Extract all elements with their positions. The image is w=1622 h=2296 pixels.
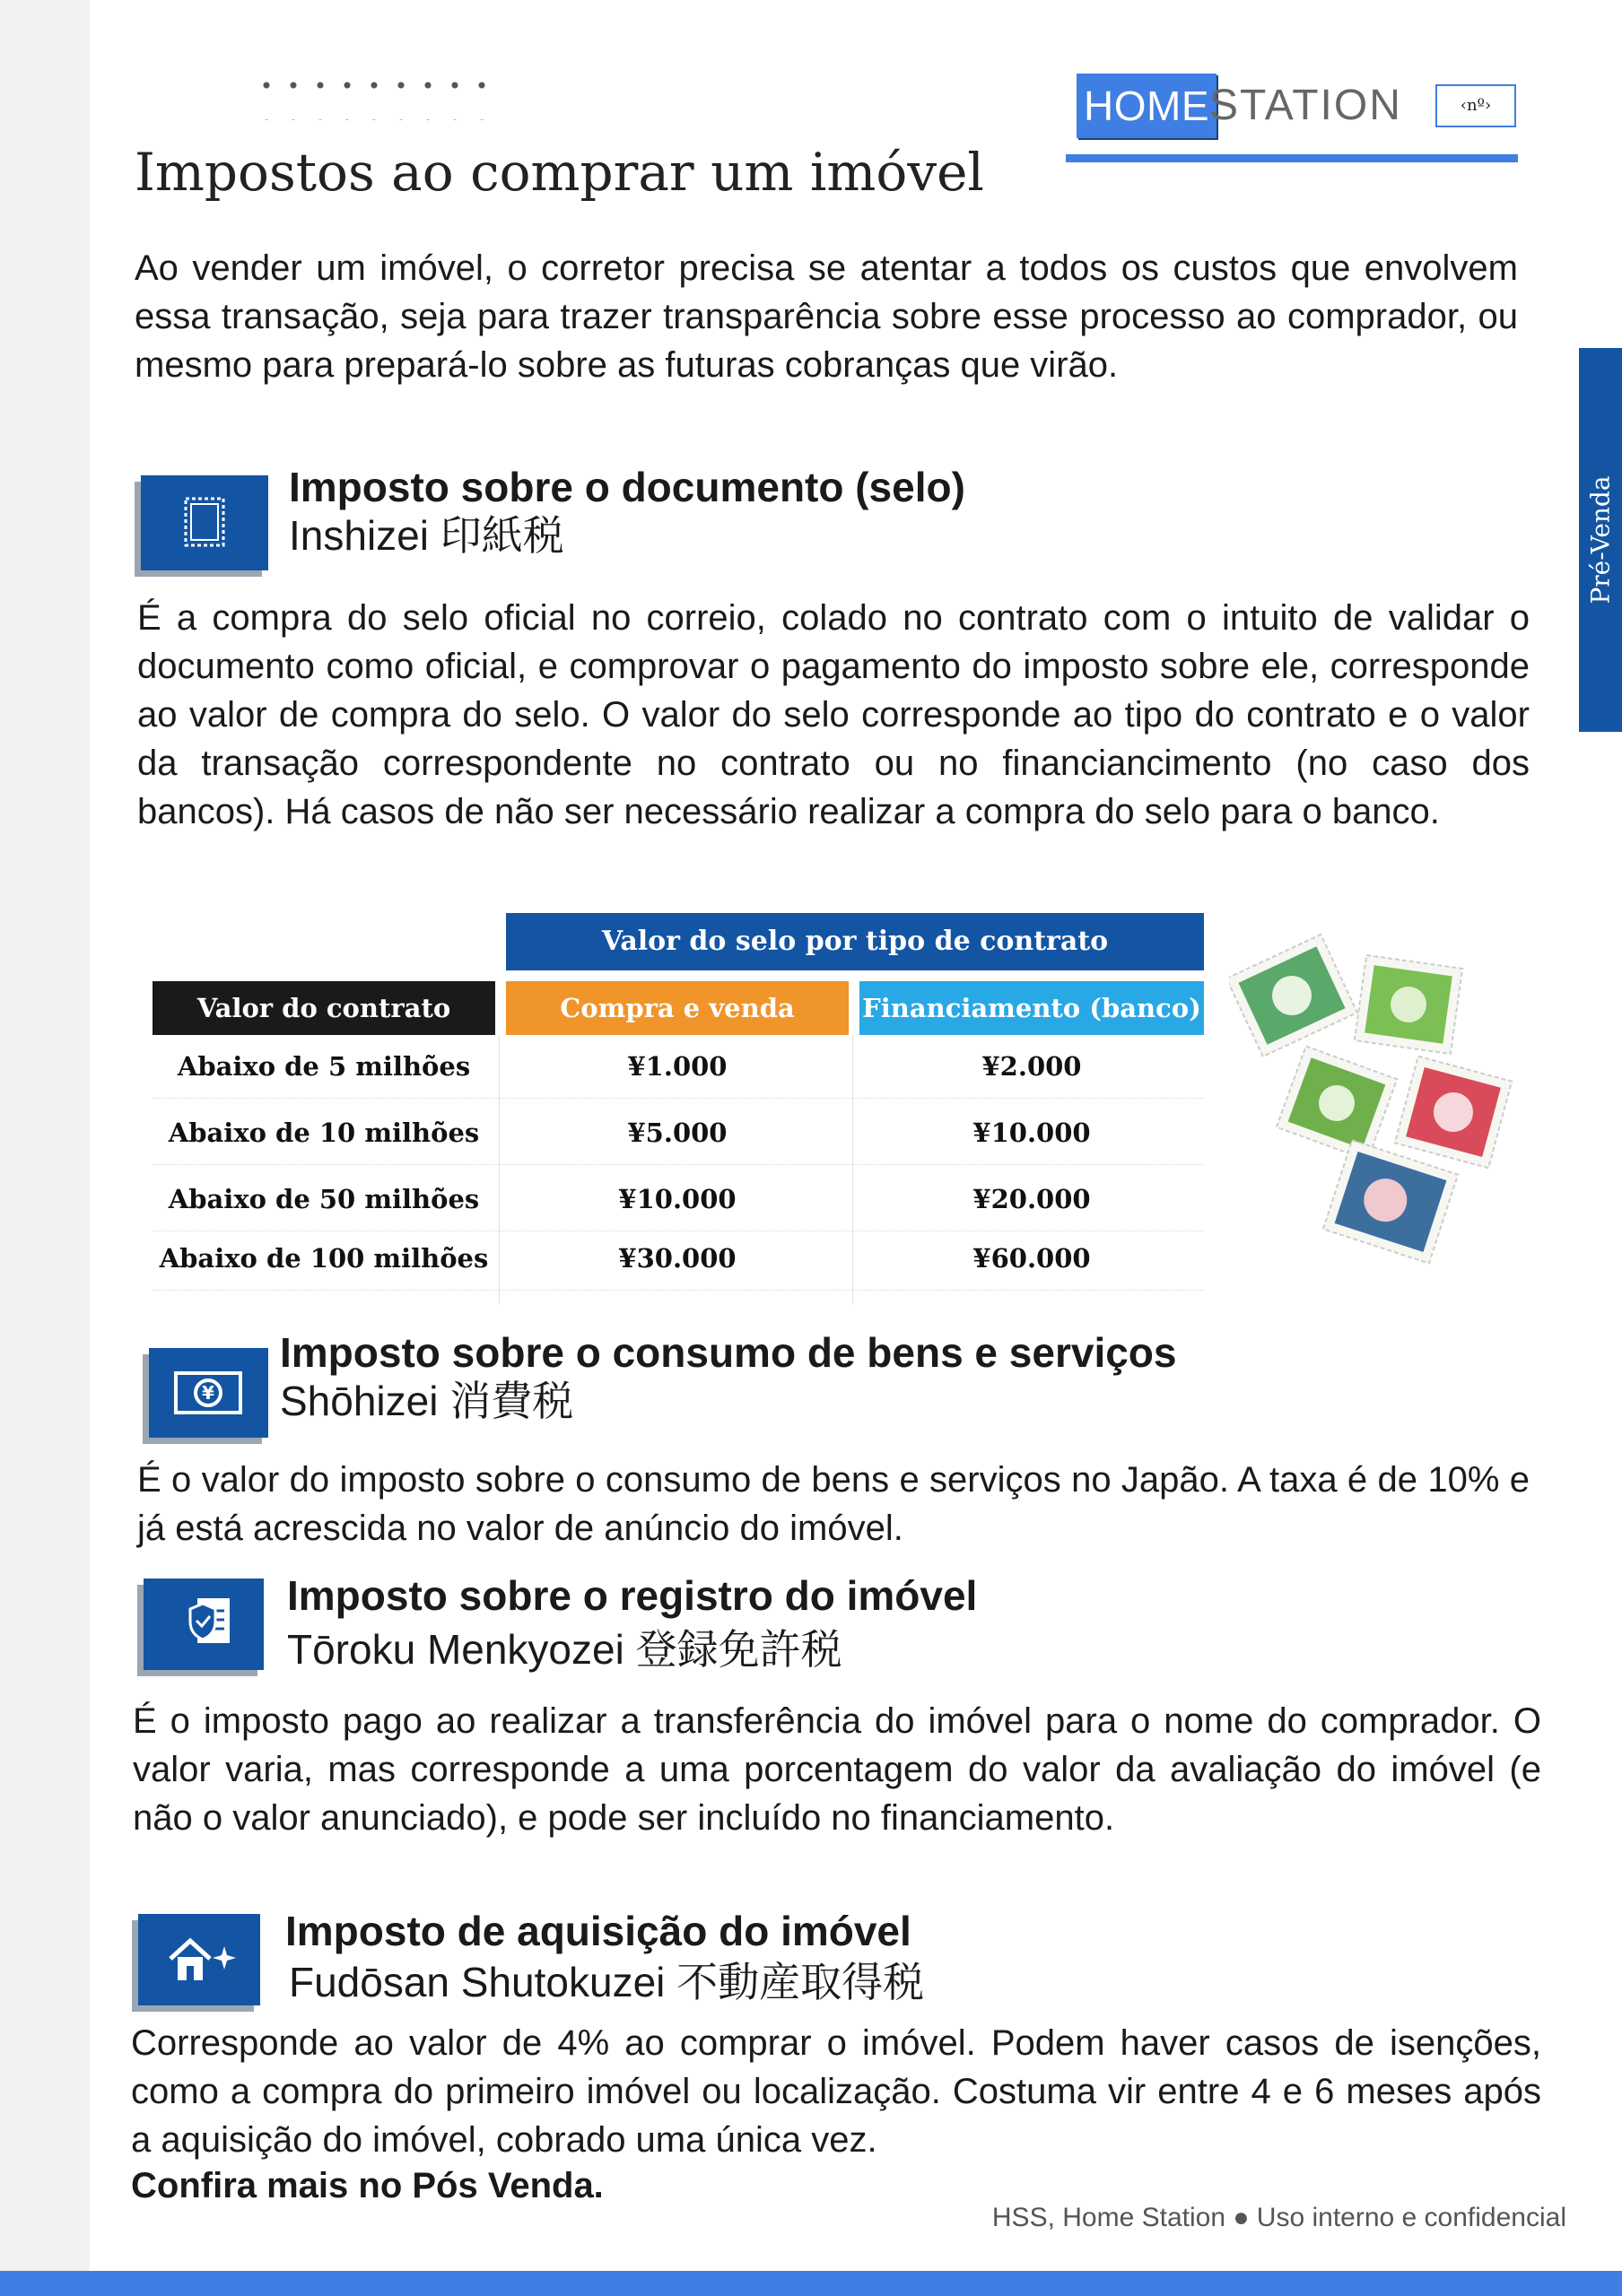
section-text-aquisicao: Corresponde ao valor de 4% ao comprar o imóvel. Podem haver casos de isenções, como a compra do primeiro imóvel ou localização. Costuma vir entre 4 e 6 meses após a aquisição do imóvel, cobrado uma única vez. xyxy=(131,2023,1541,2160)
section-title-aquisicao: Imposto de aquisição do imóvel xyxy=(285,1908,911,1954)
section-subtitle-registro: Tōroku Menkyozei 登録免許税 xyxy=(287,1626,842,1673)
section-text-selo: É a compra do selo oficial no correio, colado no contrato com o intuito de validar o documento como oficial, e comprovar o pagamento do imposto sobre ele, corresponde ao valor de compra do selo. O valor do selo corresponde ao tipo do contrato e o valor da transação correspondente no contrato ou no financiancimento (no caso dos bancos). Há casos de não ser necessário realizar a compra do selo para o banco. xyxy=(137,598,1530,831)
section-text-registro: É o imposto pago ao realizar a transferência do imóvel para o nome do comprador. O valor varia, mas corresponde a uma porcentagem do valor da avaliação do imóvel (e não o valor anunciado), e pode ser incluído no financiamento. xyxy=(133,1701,1541,1838)
table-group-header: Valor do selo por tipo de contrato xyxy=(506,913,1204,970)
brand-station: STATION xyxy=(1209,82,1402,129)
pos-venda-link[interactable]: Confira mais no Pós Venda. xyxy=(131,2166,604,2205)
side-tab-label: Pré-Venda xyxy=(1585,475,1616,604)
table-cell: ¥60.000 xyxy=(972,1243,1091,1274)
section-text-consumo: É o valor do imposto sobre o consumo de bens e serviços no Japão. A taxa é de 10% e já está acrescida no valor de anúncio do imóvel. xyxy=(137,1460,1530,1548)
table-row xyxy=(153,1101,1204,1165)
table-row xyxy=(153,1227,1204,1291)
table-row xyxy=(153,1168,1204,1231)
table-cell: Abaixo de 5 milhões xyxy=(177,1051,471,1082)
table-cell: ¥10.000 xyxy=(972,1118,1091,1148)
intro-paragraph: Ao vender um imóvel, o corretor precisa se atentar a todos os custos que envolvem essa transação, seja para trazer transparência sobre esse processo ao comprador, ou mesmo para prepará-lo sobre as futuras cobranças que virão. xyxy=(135,248,1518,385)
table-cell: Abaixo de 100 milhões xyxy=(159,1243,489,1274)
table-header-financiamento: Financiamento (banco) xyxy=(859,981,1204,1035)
stamp-value-table xyxy=(149,913,1206,1308)
stamp-icon xyxy=(141,475,268,570)
left-margin-strip xyxy=(0,0,90,2296)
table-cell: Abaixo de 10 milhões xyxy=(168,1118,480,1148)
brand-home: HOME xyxy=(1077,74,1216,138)
section-title-registro: Imposto sobre o registro do imóvel xyxy=(287,1572,978,1619)
brand-underline xyxy=(1066,154,1518,162)
japanese-stamps-image xyxy=(1229,933,1525,1274)
section-title-selo: Imposto sobre o documento (selo) xyxy=(289,464,965,510)
table-cell: ¥10.000 xyxy=(618,1184,737,1214)
side-tab-pre-venda[interactable] xyxy=(1579,348,1622,732)
svg-text:¥: ¥ xyxy=(202,1382,214,1404)
page-title: Impostos ao comprar um imóvel xyxy=(135,142,984,203)
house-sparkle-icon xyxy=(138,1914,260,2005)
document-shield-icon xyxy=(144,1578,264,1670)
table-cell: ¥1.000 xyxy=(627,1051,728,1082)
section-subtitle-consumo: Shōhizei 消費税 xyxy=(280,1378,574,1424)
table-header-compra: Compra e venda xyxy=(506,981,849,1035)
page-number-box: ‹nº› xyxy=(1435,84,1516,127)
table-header-valor: Valor do contrato xyxy=(153,981,495,1035)
table-cell: Abaixo de 50 milhões xyxy=(168,1184,480,1214)
section-subtitle-aquisicao: Fudōsan Shutokuzei 不動産取得税 xyxy=(289,1959,925,2005)
yen-banknote-icon xyxy=(149,1348,268,1438)
brand-logo xyxy=(1066,72,1518,163)
section-subtitle-selo: Inshizei 印紙税 xyxy=(289,512,564,559)
table-cell: ¥20.000 xyxy=(972,1184,1091,1214)
table-cell: ¥30.000 xyxy=(618,1243,737,1274)
table-row xyxy=(153,1035,1204,1099)
table-cell: ¥5.000 xyxy=(627,1118,728,1148)
section-title-consumo: Imposto sobre o consumo de bens e serviços xyxy=(280,1329,1177,1376)
bottom-accent-bar xyxy=(0,2271,1622,2296)
footer-note: HSS, Home Station ● Uso interno e confidencial xyxy=(991,2203,1566,2232)
table-cell: ¥2.000 xyxy=(981,1051,1082,1082)
decorative-dot-grid xyxy=(253,66,504,120)
